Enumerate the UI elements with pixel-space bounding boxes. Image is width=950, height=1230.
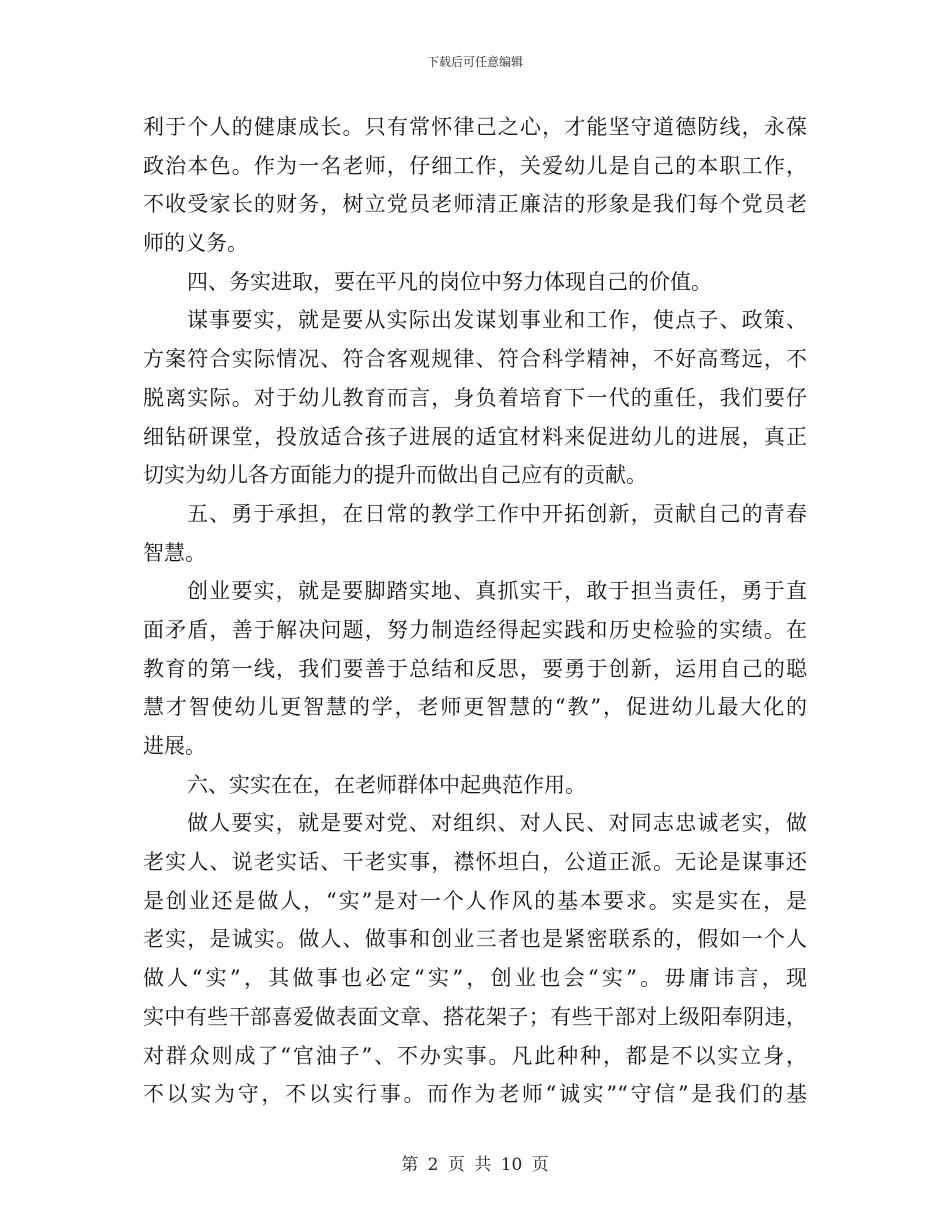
text-line: 四、务实进取，要在平凡的岗位中努力体现自己的价值。 [187,269,712,294]
text-line: 做人要实，就是要对党、对组织、对人民、对同志忠诚老实，做 [187,811,807,836]
text-line: 方案符合实际情况、符合客观规律、符合科学精神，不好高骛远，不 [143,347,807,372]
text-line: 慧才智使幼儿更智慧的学，老师更智慧的“教”，促进幼儿最大化的 [143,695,807,720]
text-line: 切实为幼儿各方面能力的提升而做出自己应有的贡献。 [143,463,647,488]
text-line: 老实，是诚实。做人、做事和创业三者也是紧密联系的，假如一个人 [143,927,807,952]
text-line: 脱离实际。对于幼儿教育而言，身负着培育下一代的重任，我们要仔 [143,385,807,410]
text-line: 细钻研课堂，投放适合孩子进展的适宜材料来促进幼儿的进展，真正 [143,424,807,449]
text-line: 政治本色。作为一名老师，仔细工作，关爱幼儿是自己的本职工作， [143,153,807,178]
page-footer: 第 2 页 共 10 页 [401,1155,549,1175]
text-line: 教育的第一线，我们要善于总结和反思，要勇于创新，运用自己的聪 [143,656,807,681]
text-line: 智慧。 [143,540,206,565]
text-line: 对群众则成了“官油子”、不办实事。凡此种种，都是不以实立身， [143,1043,807,1068]
text-line: 五、勇于承担，在日常的教学工作中开拓创新，贡献自己的青春 [187,501,807,526]
text-line: 不以实为守，不以实行事。而作为老师“诚实”“守信”是我们的基 [143,1082,807,1107]
text-line: 利于个人的健康成长。只有常怀律己之心，才能坚守道德防线，永葆 [143,115,807,139]
text-line: 是创业还是做人，“实”是对一个人作风的基本要求。实是实在，是 [143,888,807,913]
text-line: 六、实实在在，在老师群体中起典范作用。 [187,772,586,797]
text-line: 谋事要实，就是要从实际出发谋划事业和工作，使点子、政策、 [187,308,807,333]
text-line: 实中有些干部喜爱做表面文章、搭花架子；有些干部对上级阳奉阴违， [143,1004,807,1029]
text-line: 创业要实，就是要脚踏实地、真抓实干，敢于担当责任，勇于直 [187,579,807,604]
text-line: 进展。 [143,734,206,758]
text-line: 师的义务。 [143,231,248,256]
text-line: 面矛盾，善于解决问题，努力制造经得起实践和历史检验的实绩。在 [143,617,807,642]
document-body [143,108,807,1114]
text-line: 老实人、说老实话、干老实事，襟怀坦白，公道正派。无论是谋事还 [143,850,807,875]
text-line: 做人“实”，其做事也必定“实”，创业也会“实”。毋庸讳言，现 [143,966,807,991]
text-line: 不收受家长的财务，树立党员老师清正廉洁的形象是我们每个党员老 [143,192,807,217]
page-header: 下载后可任意编辑 [426,55,523,69]
